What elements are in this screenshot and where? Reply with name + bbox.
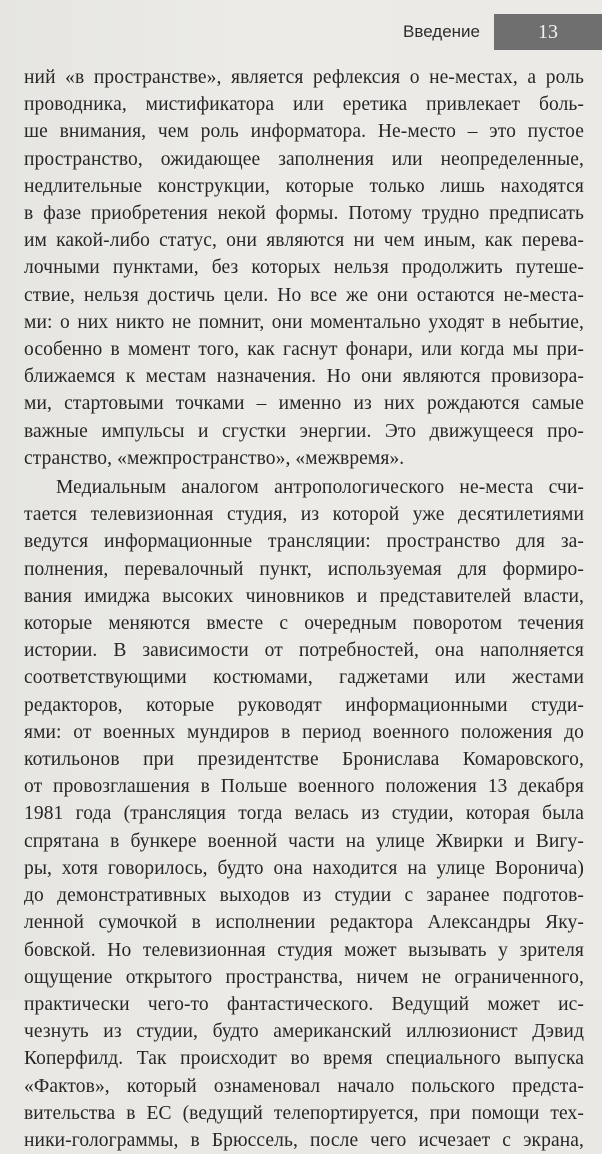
text-line: редакторов, которые руководят информационными студи- [24, 694, 584, 716]
text-line: недлительные конструкции, которые только лишь находятся [24, 175, 584, 197]
running-header [403, 14, 602, 50]
text-line: ми: о них никто не помнит, они моментально уходят в небытие, [24, 311, 584, 333]
text-line: ше внимания, чем роль информатора. Не-место – это пустое [24, 121, 584, 143]
paragraph-1 [24, 64, 584, 472]
text-line: вания имиджа высоких чиновников и представителей власти, [24, 585, 584, 607]
text-line: ближаемся к местам назначения. Но они являются провизора- [24, 366, 584, 388]
text-line: пространство, ожидающее заполнения или неопределенные, [24, 148, 584, 170]
text-line: странство, «межпространство», «межвремя». [24, 447, 405, 469]
text-line: соответствующими костюмами, гаджетами или жестами [24, 667, 584, 689]
text-line: ры, хотя говорилось, будто она находится на улице Воронича) [24, 857, 584, 879]
text-line: полнения, перевалочный пункт, используемая для формиро- [24, 558, 584, 580]
text-line: чезнуть из студии, будто американский иллюзионист Дэвид [24, 1021, 584, 1043]
text-line: бовской. Но телевизионная студия может вызывать у зрителя [24, 939, 584, 961]
text-line: спрятана в бункере военной части на улице Жвирки и Вигу- [24, 830, 584, 852]
text-line: особенно в момент того, как гаснут фонари, или когда мы при- [24, 339, 584, 361]
text-line: ленной сумочкой в исполнении редактора Александры Яку- [24, 912, 584, 934]
text-line: ведутся информационные трансляции: пространство для за- [24, 531, 584, 553]
text-line: которые меняются вместе с очередным поворотом течения [24, 613, 584, 635]
text-line: важные импульсы и сгустки энергии. Это движущееся про- [24, 420, 584, 442]
text-line: Коперфилд. Так происходит во время специального выпуска [24, 1048, 584, 1070]
section-title: Введение [403, 22, 480, 41]
text-line: ями: от военных мундиров в период военного положения до [24, 721, 584, 743]
text-line: 1981 года (трансляция тогда велась из студии, которая была [24, 803, 584, 825]
text-line: ствие, нельзя достичь цели. Но все же они остаются не-места- [24, 284, 584, 306]
body-text [24, 64, 584, 1154]
text-line: «Фактов», который ознаменовал начало польского предста- [24, 1075, 584, 1097]
text-line: от провозглашения в Польше военного положения 13 декабря [24, 776, 584, 798]
text-line: тается телевизионная студия, из которой уже десятилетиями [24, 504, 584, 526]
text-line: проводника, мистификатора или еретика привлекает боль- [24, 94, 584, 116]
text-line: до демонстративных выходов из студии с заранее подготов- [24, 885, 584, 907]
text-line: ощущение открытого пространства, ничем не ограниченного, [24, 966, 584, 988]
text-line: ми, стартовыми точками – именно из них рождаются самые [24, 393, 584, 415]
paragraph-2 [24, 474, 584, 1154]
text-line: вительства в ЕС (ведущий телепортируется, при помощи тех- [24, 1102, 584, 1124]
text-line: в фазе приобретения некой формы. Потому трудно предписать [24, 203, 584, 225]
page-number: 13 [494, 14, 602, 50]
text-line: котильонов при президентстве Бронислава Комаровского, [24, 749, 584, 771]
text-line: им какой-либо статус, они являются ни чем иным, как перева- [24, 230, 584, 252]
text-line: ники-голограммы, в Брюссель, после чего исчезает с экрана, [24, 1129, 584, 1151]
text-line: практически чего-то фантастического. Ведущий может ис- [24, 993, 584, 1015]
text-line: истории. В зависимости от потребностей, она наполняется [24, 640, 584, 662]
text-line: лочными пунктами, без которых нельзя продолжить путеше- [24, 257, 584, 279]
text-line: ний «в пространстве», является рефлексия о не-местах, а роль [24, 67, 584, 88]
text-line: Медиальным аналогом антропологического не-места счи- [56, 477, 584, 499]
